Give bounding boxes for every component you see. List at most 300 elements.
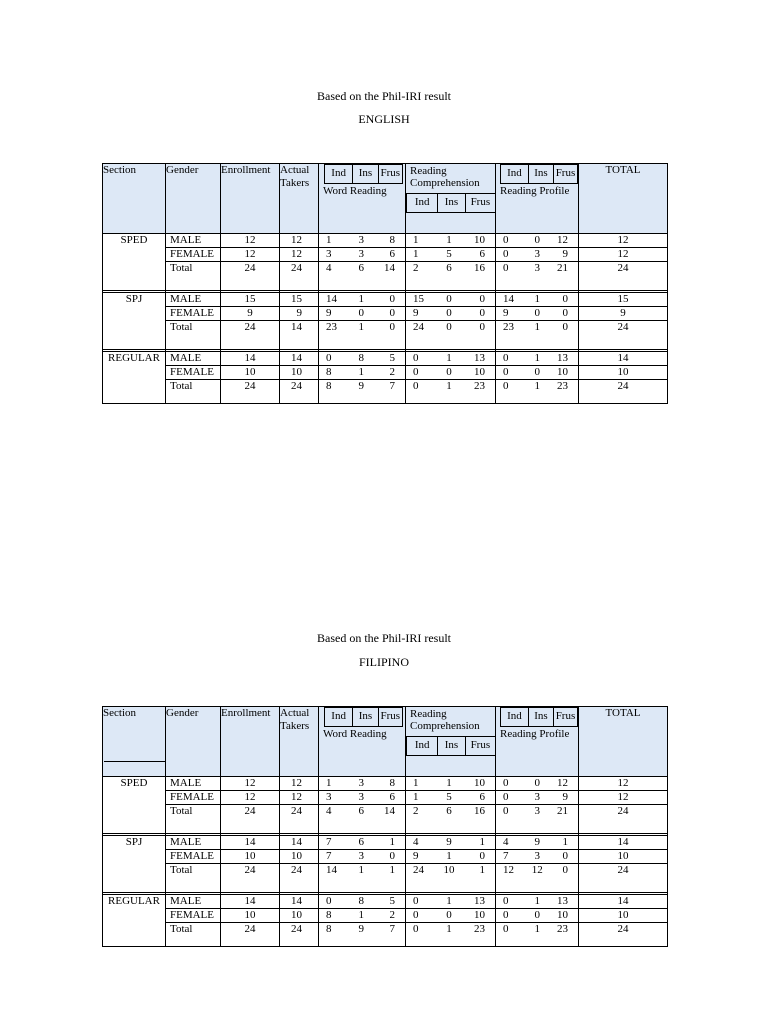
reading-comprehension-column-value: 0	[479, 850, 485, 862]
reading-comprehension-column-value: 6	[479, 791, 485, 803]
reading-profile-column-line	[496, 791, 578, 805]
reading-profile-label: Reading Profile	[500, 728, 570, 740]
reading-comprehension-column-line	[406, 791, 495, 805]
reading-profile-column-value: 1	[534, 321, 540, 333]
reading-comprehension-column-line	[406, 262, 495, 275]
reading-profile-column-value: 7	[503, 850, 509, 862]
reading-comprehension-column-value: 4	[413, 836, 419, 848]
reading-comprehension-column-line	[406, 366, 495, 380]
reading-comprehension-column-value: 10	[474, 909, 485, 921]
group-row	[103, 352, 668, 404]
gender-value: FEMALE	[166, 791, 220, 805]
reading-profile-column-line	[496, 805, 578, 818]
reading-comprehension-column-value: 0	[479, 321, 485, 333]
reading-profile-column-value: 1	[534, 293, 540, 305]
reading-comprehension-column-value: 0	[446, 366, 452, 378]
reading-profile-column-value: 1	[534, 895, 540, 907]
gender-value: FEMALE	[166, 307, 220, 321]
section-name: REGULAR	[103, 895, 166, 947]
reading-profile-column-line	[496, 262, 578, 275]
header-reading-profile	[496, 707, 579, 777]
reading-profile-column-value: 0	[503, 895, 509, 907]
report-table-filipino	[102, 706, 667, 947]
header-row	[103, 164, 668, 234]
sub-header-boxes	[406, 193, 496, 213]
reading-profile-column-line	[496, 366, 578, 380]
reading-comprehension-column-value: 1	[479, 836, 485, 848]
gender-value: FEMALE	[166, 850, 220, 864]
gender-value: Total	[170, 805, 193, 817]
group-row	[103, 293, 668, 350]
word-reading-column-line	[319, 864, 405, 877]
actual-takers-column	[280, 293, 319, 350]
actual-takers-value: 14	[280, 352, 318, 366]
reading-comprehension-column-line	[406, 895, 495, 909]
word-reading-column-line	[319, 380, 405, 393]
word-reading-column-value: 9	[358, 380, 364, 392]
reading-profile-column-value: 0	[503, 791, 509, 803]
actual-takers-value: 12	[280, 791, 318, 805]
total-column-value: 24	[617, 805, 629, 817]
total-column-value: 12	[579, 248, 667, 262]
word-reading-column	[319, 777, 406, 834]
enrollment-column-value: 14	[221, 352, 279, 366]
word-reading-column-line	[319, 777, 405, 791]
word-reading-column-value: 14	[326, 293, 337, 305]
word-reading-label: Word Reading	[323, 728, 387, 740]
word-reading-column-value: 1	[326, 234, 332, 246]
sub-header-label: Ind	[501, 708, 529, 726]
word-reading-column-value: 0	[389, 850, 395, 862]
total-column-value: 24	[617, 262, 629, 274]
reading-comprehension-column-value: 16	[474, 805, 485, 817]
reading-profile-column-value: 0	[562, 321, 568, 333]
word-reading-column-line	[319, 850, 405, 864]
word-reading-column-value: 8	[326, 909, 332, 921]
reading-profile-column-value: 21	[557, 262, 568, 274]
actual-takers-value: 12	[280, 248, 318, 262]
reading-profile-column-value: 23	[503, 321, 514, 333]
actual-takers-value: 15	[280, 293, 318, 307]
reading-profile-column	[496, 777, 579, 834]
reading-profile-column-value: 9	[503, 307, 509, 319]
reading-profile-column	[496, 836, 579, 893]
reading-profile-column-line	[496, 352, 578, 366]
gender-column	[166, 352, 221, 404]
reading-profile-column-value: 14	[503, 293, 514, 305]
word-reading-column-value: 7	[389, 923, 395, 935]
word-reading-column-value: 0	[358, 307, 364, 319]
gender-value: Total	[170, 262, 193, 274]
total-column	[579, 777, 668, 834]
reading-comprehension-column-value: 23	[474, 380, 485, 392]
sub-header-boxes	[500, 164, 578, 184]
sub-header-label: Frus	[470, 196, 491, 208]
enrollment-column-value: 10	[221, 909, 279, 923]
reading-comprehension-column-value: 0	[413, 380, 419, 392]
actual-takers-column	[280, 836, 319, 893]
reading-comprehension-column-value: 1	[413, 791, 419, 803]
reading-profile-column-value: 4	[503, 836, 509, 848]
reading-comprehension-column	[406, 836, 496, 893]
reading-comprehension-column-value: 0	[446, 307, 452, 319]
enrollment-column-value: 24	[244, 864, 256, 876]
gender-value: Total	[170, 380, 193, 392]
total-column-value: 10	[579, 850, 667, 864]
word-reading-column-value: 14	[384, 805, 395, 817]
gender-column	[166, 777, 221, 834]
word-reading-column	[319, 352, 406, 404]
gender-value: FEMALE	[166, 248, 220, 262]
reading-comprehension-column-value: 0	[446, 293, 452, 305]
word-reading-column-value: 3	[326, 248, 332, 260]
word-reading-column-line	[319, 909, 405, 923]
reading-profile-column-value: 0	[534, 234, 540, 246]
reading-profile-column	[496, 234, 579, 291]
header-enrollment: Enrollment	[221, 707, 280, 777]
reading-comprehension-column-value: 23	[474, 923, 485, 935]
word-reading-column-value: 6	[358, 836, 364, 848]
word-reading-column-line	[319, 248, 405, 262]
sub-header-boxes	[324, 164, 403, 184]
enrollment-column-value: 24	[244, 321, 256, 333]
reading-comprehension-column-value: 1	[479, 864, 485, 876]
reading-profile-column-value: 1	[534, 923, 540, 935]
reading-profile-column-value: 3	[534, 262, 540, 274]
reading-comprehension-column-value: 24	[413, 321, 424, 333]
gender-value: Total	[170, 923, 193, 935]
reading-comprehension-column	[406, 234, 496, 291]
sub-header-label: Frus	[380, 167, 401, 179]
reading-profile-column-line	[496, 293, 578, 307]
reading-profile-column-value: 12	[503, 864, 514, 876]
reading-profile-column-value: 0	[503, 380, 509, 392]
reading-profile-column-line	[496, 248, 578, 262]
reading-profile-column-value: 0	[562, 293, 568, 305]
sub-header-label: Ind	[325, 708, 353, 726]
sub-header-label: Ins	[438, 737, 465, 755]
total-column-value: 10	[579, 366, 667, 380]
reading-comprehension-column-value: 5	[446, 791, 452, 803]
header-total: TOTAL	[579, 707, 668, 777]
word-reading-column-value: 7	[389, 380, 395, 392]
sub-header-label: Ind	[501, 165, 529, 183]
reading-profile-column-value: 0	[503, 352, 509, 364]
word-reading-column-value: 8	[326, 923, 332, 935]
reading-comprehension-column-value: 1	[446, 380, 452, 392]
actual-takers-value: 24	[291, 262, 302, 274]
reading-comprehension-column-value: 13	[474, 352, 485, 364]
total-column-value: 12	[579, 777, 667, 791]
actual-takers-value: 10	[280, 850, 318, 864]
word-reading-column-value: 4	[326, 805, 332, 817]
header-section: Section	[103, 164, 166, 234]
enrollment-column	[221, 895, 280, 947]
reading-profile-column-line	[496, 895, 578, 909]
reading-comprehension-column-value: 0	[446, 909, 452, 921]
actual-takers-value: 12	[280, 234, 318, 248]
reading-profile-column-line	[496, 864, 578, 877]
reading-profile-column-value: 0	[562, 307, 568, 319]
word-reading-label: Word Reading	[323, 185, 387, 197]
reading-comprehension-column-value: 2	[413, 262, 419, 274]
actual-takers-value: 10	[280, 909, 318, 923]
total-column-value: 24	[617, 864, 629, 876]
reading-profile-column-line	[496, 321, 578, 334]
enrollment-column	[221, 293, 280, 350]
word-reading-column-value: 3	[358, 248, 364, 260]
gender-value: FEMALE	[166, 909, 220, 923]
reading-comprehension-column-line	[406, 909, 495, 923]
reading-profile-column-line	[496, 836, 578, 850]
reading-profile-column	[496, 293, 579, 350]
stray-line-mark	[104, 761, 166, 762]
reading-profile-column-line	[496, 909, 578, 923]
sub-header-label: Ins	[353, 708, 378, 726]
reading-profile-column-value: 3	[534, 791, 540, 803]
actual-takers-column	[280, 234, 319, 291]
word-reading-column-value: 8	[358, 352, 364, 364]
header-row	[103, 707, 668, 777]
reading-profile-column-value: 3	[534, 248, 540, 260]
reading-comprehension-column-value: 0	[479, 293, 485, 305]
word-reading-column-value: 1	[358, 293, 364, 305]
reading-profile-column-value: 0	[534, 777, 540, 789]
reading-comprehension-column-value: 6	[446, 805, 452, 817]
word-reading-column-value: 5	[389, 895, 395, 907]
section-name: SPED	[103, 234, 166, 291]
enrollment-column-value: 10	[221, 850, 279, 864]
word-reading-column-line	[319, 923, 405, 936]
total-column-value: 14	[579, 352, 667, 366]
reading-comprehension-column-value: 1	[413, 777, 419, 789]
enrollment-column	[221, 777, 280, 834]
word-reading-column-line	[319, 307, 405, 321]
reading-profile-column	[496, 895, 579, 947]
reading-profile-column-value: 3	[534, 850, 540, 862]
reading-profile-column-value: 0	[503, 923, 509, 935]
actual-takers-value: 12	[280, 777, 318, 791]
reading-comprehension-column-value: 16	[474, 262, 485, 274]
reading-profile-column-value: 23	[557, 923, 568, 935]
header-gender: Gender	[166, 707, 221, 777]
header-total: TOTAL	[579, 164, 668, 234]
header-reading-comprehension	[406, 164, 496, 234]
reading-profile-column-value: 10	[557, 366, 568, 378]
reading-comprehension-column-value: 24	[413, 864, 424, 876]
group-row	[103, 836, 668, 893]
total-column-value: 12	[579, 791, 667, 805]
word-reading-column-value: 9	[326, 307, 332, 319]
sub-header-label: Frus	[470, 739, 491, 751]
reading-comprehension-column-line	[406, 307, 495, 321]
word-reading-column-value: 8	[389, 777, 395, 789]
word-reading-column-value: 1	[358, 864, 364, 876]
word-reading-column-value: 6	[389, 248, 395, 260]
reading-comprehension-label: Reading Comprehension	[410, 708, 480, 732]
word-reading-column-value: 3	[358, 777, 364, 789]
reading-profile-column-value: 13	[557, 352, 568, 364]
word-reading-column-line	[319, 836, 405, 850]
reading-comprehension-column-line	[406, 864, 495, 877]
reading-comprehension-column-line	[406, 380, 495, 393]
enrollment-column	[221, 836, 280, 893]
reading-profile-column-value: 21	[557, 805, 568, 817]
reading-comprehension-column-value: 6	[446, 262, 452, 274]
reading-comprehension-column-value: 1	[446, 850, 452, 862]
reading-comprehension-column-value: 0	[413, 366, 419, 378]
total-column	[579, 234, 668, 291]
reading-profile-column-value: 0	[503, 248, 509, 260]
sub-header-boxes	[324, 707, 403, 727]
word-reading-column-value: 9	[358, 923, 364, 935]
word-reading-column-value: 8	[358, 895, 364, 907]
section-name: REGULAR	[103, 352, 166, 404]
reading-comprehension-column-line	[406, 805, 495, 818]
reading-comprehension-column	[406, 352, 496, 404]
header-reading-profile	[496, 164, 579, 234]
reading-profile-column-value: 0	[534, 366, 540, 378]
report-subject: FILIPINO	[359, 655, 409, 669]
word-reading-column-value: 5	[389, 352, 395, 364]
reading-profile-column-value: 23	[557, 380, 568, 392]
word-reading-column-line	[319, 234, 405, 248]
reading-comprehension-column	[406, 777, 496, 834]
word-reading-column-line	[319, 262, 405, 275]
reading-comprehension-column-line	[406, 293, 495, 307]
section-name: SPJ	[103, 836, 166, 893]
total-column-value: 9	[579, 307, 667, 321]
actual-takers-value: 24	[291, 380, 302, 392]
reading-profile-column-value: 0	[534, 307, 540, 319]
reading-profile-column-value: 9	[562, 248, 568, 260]
reading-comprehension-column-value: 0	[479, 307, 485, 319]
total-column-value: 15	[579, 293, 667, 307]
word-reading-column	[319, 836, 406, 893]
sub-header-label: Frus	[380, 710, 401, 722]
enrollment-column	[221, 352, 280, 404]
enrollment-column-value: 12	[221, 234, 279, 248]
word-reading-column-value: 6	[358, 262, 364, 274]
reading-comprehension-column-value: 0	[446, 321, 452, 333]
reading-comprehension-column-value: 0	[413, 895, 419, 907]
header-enrollment: Enrollment	[221, 164, 280, 234]
reading-comprehension-column-value: 0	[413, 923, 419, 935]
reading-profile-column-value: 10	[557, 909, 568, 921]
reading-profile-column-value: 12	[557, 777, 568, 789]
word-reading-column-line	[319, 895, 405, 909]
total-column-value: 14	[579, 895, 667, 909]
word-reading-column-value: 14	[384, 262, 395, 274]
reading-comprehension-column-value: 9	[446, 836, 452, 848]
reading-profile-column-line	[496, 923, 578, 936]
sub-header-boxes	[406, 736, 496, 756]
word-reading-column-value: 23	[326, 321, 337, 333]
actual-takers-value: 14	[291, 321, 302, 333]
word-reading-column-value: 3	[358, 791, 364, 803]
reading-comprehension-column-line	[406, 248, 495, 262]
sub-header-label: Ins	[438, 194, 465, 212]
reading-comprehension-column-value: 2	[413, 805, 419, 817]
word-reading-column-line	[319, 321, 405, 334]
actual-takers-value: 10	[280, 366, 318, 380]
reading-comprehension-column-value: 15	[413, 293, 424, 305]
enrollment-column-value: 12	[221, 248, 279, 262]
actual-takers-column	[280, 895, 319, 947]
enrollment-column-value: 12	[221, 791, 279, 805]
reading-profile-label: Reading Profile	[500, 185, 570, 197]
word-reading-column-line	[319, 352, 405, 366]
reading-comprehension-column-value: 1	[446, 352, 452, 364]
report-subject: ENGLISH	[358, 112, 410, 126]
actual-takers-value: 14	[280, 836, 318, 850]
actual-takers-value: 14	[280, 895, 318, 909]
enrollment-column-value: 24	[244, 923, 256, 935]
actual-takers-value: 24	[291, 864, 302, 876]
reading-profile-column-value: 9	[534, 836, 540, 848]
header-gender: Gender	[166, 164, 221, 234]
report-title: Based on the Phil-IRI result	[317, 89, 451, 103]
reading-comprehension-column-value: 1	[446, 234, 452, 246]
word-reading-column-value: 7	[326, 850, 332, 862]
word-reading-column-value: 1	[326, 777, 332, 789]
group-row	[103, 895, 668, 947]
reading-comprehension-column-value: 9	[413, 850, 419, 862]
total-column-value: 10	[579, 909, 667, 923]
enrollment-column-value: 14	[221, 836, 279, 850]
reading-profile-column-value: 0	[503, 805, 509, 817]
gender-value: Total	[170, 864, 193, 876]
word-reading-column-line	[319, 805, 405, 818]
word-reading-column-value: 7	[326, 836, 332, 848]
gender-value: MALE	[166, 777, 220, 791]
sub-header-boxes	[500, 707, 578, 727]
sub-header-label: Ins	[353, 165, 378, 183]
reading-profile-column-value: 0	[562, 850, 568, 862]
sub-header-label: Ins	[529, 165, 554, 183]
group-row	[103, 777, 668, 834]
reading-profile-column-value: 12	[531, 864, 543, 876]
reading-comprehension-column-value: 0	[413, 352, 419, 364]
word-reading-column-line	[319, 366, 405, 380]
reading-profile-column-value: 0	[562, 864, 568, 876]
gender-column	[166, 895, 221, 947]
enrollment-column-value: 24	[244, 805, 256, 817]
word-reading-column-value: 6	[389, 791, 395, 803]
reading-comprehension-column-value: 9	[413, 307, 419, 319]
enrollment-column-value: 9	[221, 307, 279, 321]
sub-header-label: Frus	[555, 710, 576, 722]
header-actual-takers: Actual Takers	[280, 707, 319, 777]
word-reading-column-value: 1	[389, 836, 395, 848]
reading-comprehension-column-value: 0	[413, 909, 419, 921]
total-column-value: 14	[579, 836, 667, 850]
reading-comprehension-column-line	[406, 850, 495, 864]
word-reading-column-value: 3	[358, 234, 364, 246]
reading-profile-column-value: 0	[503, 909, 509, 921]
gender-value: FEMALE	[166, 366, 220, 380]
reading-comprehension-column-line	[406, 836, 495, 850]
actual-takers-column	[280, 777, 319, 834]
report-table-english	[102, 163, 667, 404]
enrollment-column-value: 24	[244, 380, 256, 392]
header-section: Section	[103, 707, 166, 777]
header-actual-takers: Actual Takers	[280, 164, 319, 234]
word-reading-column-value: 2	[389, 909, 395, 921]
reading-comprehension-column-line	[406, 777, 495, 791]
gender-column	[166, 234, 221, 291]
enrollment-column	[221, 234, 280, 291]
